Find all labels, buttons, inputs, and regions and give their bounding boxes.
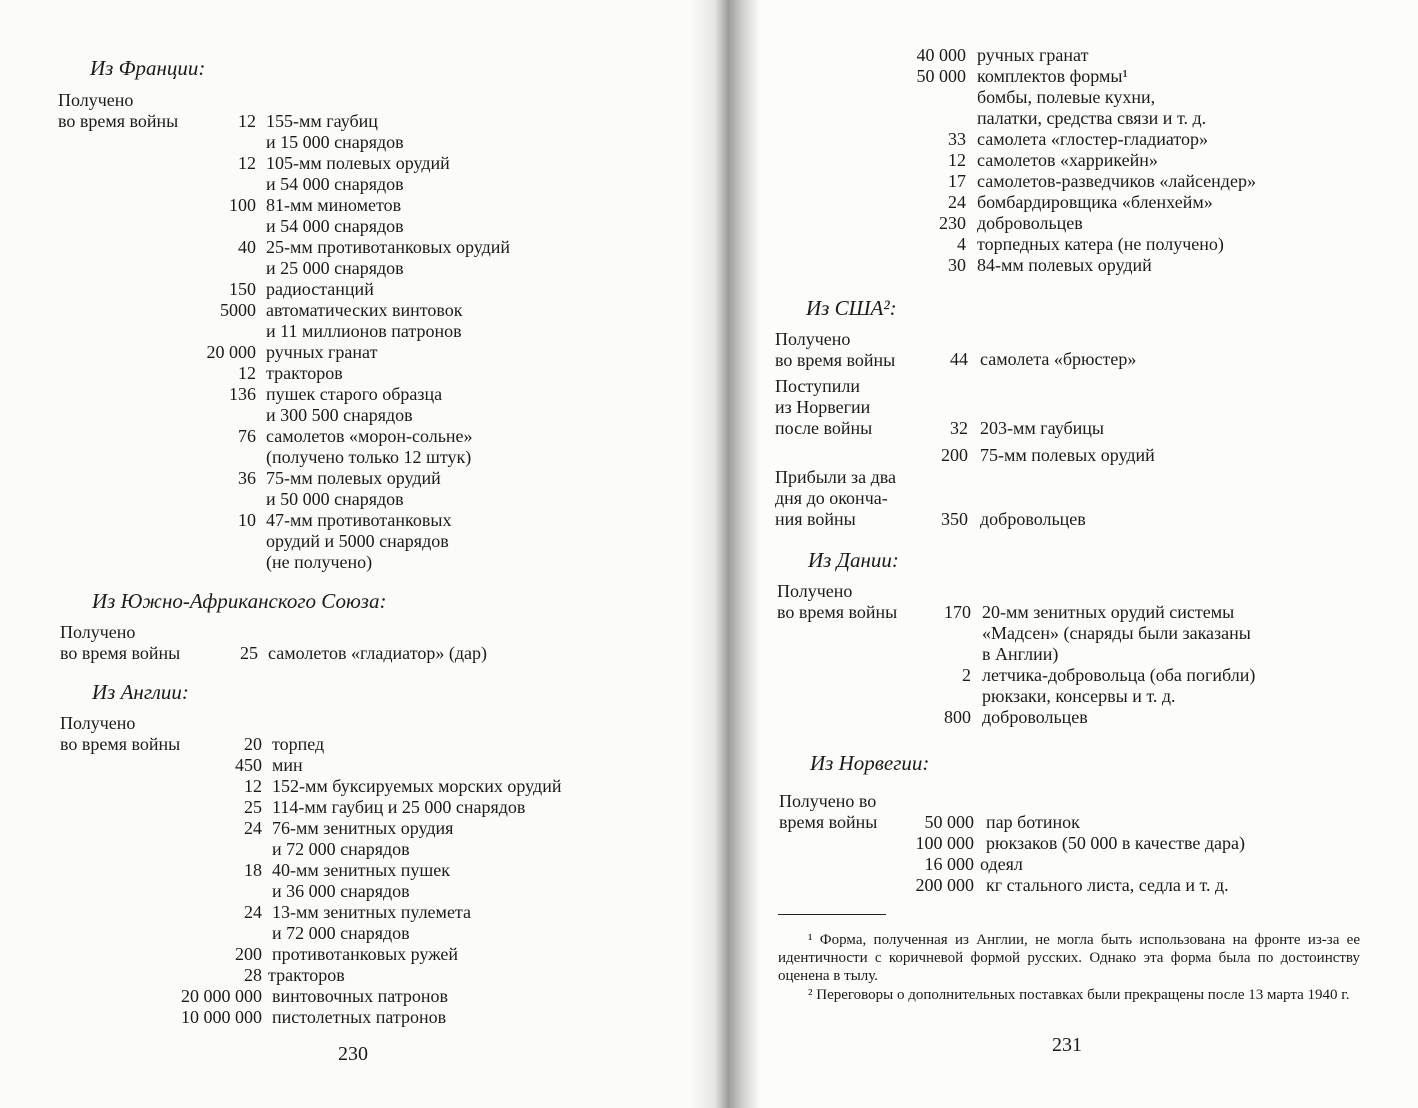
label-received: Получено — [58, 90, 134, 110]
label-received: Получено — [775, 329, 851, 349]
entry-quantity: 25 — [244, 797, 262, 817]
entry-quantity: 50 000 — [924, 812, 974, 832]
entry-quantity: 12 — [244, 776, 262, 796]
entry-description: 25-мм противотанковых орудий — [266, 237, 510, 257]
entry-quantity: 12 — [238, 111, 256, 131]
entry-quantity: 12 — [238, 363, 256, 383]
entry-description: 75-мм полевых орудий — [980, 445, 1155, 465]
entry-quantity: 200 — [941, 445, 968, 465]
label-arrived-two-days: Прибыли за два — [775, 467, 897, 487]
entry-quantity: 800 — [944, 707, 971, 727]
entry-description: самолетов «морон-сольне» — [266, 426, 473, 446]
label-war-time: время войны — [779, 812, 878, 832]
entry-description: 76-мм зенитных орудия — [272, 818, 454, 838]
label-during-war: во время войны — [775, 350, 896, 370]
entry-description: добровольцев — [977, 213, 1083, 233]
entry-quantity: 24 — [244, 818, 262, 838]
entry-description: (не получено) — [266, 552, 373, 572]
entry-quantity: 20 000 — [206, 342, 256, 362]
entry-quantity: 76 — [238, 426, 256, 446]
entry-quantity: 24 — [948, 192, 966, 212]
entry-quantity: 16 000 — [924, 854, 974, 874]
entry-description: 47-мм противотанковых — [266, 510, 452, 530]
entry-quantity: 25 — [240, 643, 258, 663]
label-from-norway: из Норвегии — [775, 397, 871, 417]
entry-description: 114-мм гаубиц и 25 000 снарядов — [272, 797, 526, 817]
entry-description: 13-мм зенитных пулемета — [272, 902, 472, 922]
entry-quantity: 4 — [957, 234, 966, 254]
entry-quantity: 20 000 000 — [181, 986, 262, 1006]
entry-description: и 25 000 снарядов — [266, 258, 404, 278]
label-during-war: во время войны — [777, 602, 898, 622]
entry-description: рюкзаков (50 000 в качестве дара) — [986, 833, 1245, 853]
entry-description: одеял — [980, 854, 1023, 874]
label-of-war: ния войны — [775, 509, 856, 529]
entry-description: в Англии) — [982, 644, 1059, 664]
entry-quantity: 136 — [229, 384, 256, 404]
label-during-war: во время войны — [58, 111, 179, 131]
entry-quantity: 32 — [950, 418, 968, 438]
entry-description: автоматических винтовок — [266, 300, 463, 320]
entry-description: и 15 000 снарядов — [266, 132, 404, 152]
entry-description: рюкзаки, консервы и т. д. — [982, 686, 1176, 706]
entry-description: торпед — [272, 734, 325, 754]
entry-quantity: 40 000 — [916, 45, 966, 65]
entry-description: самолетов-разведчиков «лайсендер» — [977, 171, 1256, 191]
entry-quantity: 230 — [939, 213, 966, 233]
footnote-2: ² Переговоры о дополнительных поставках были прекращены после 13 марта 1940 г. — [808, 987, 1350, 1003]
entry-quantity: 350 — [941, 509, 968, 529]
entry-description: и 50 000 снарядов — [266, 489, 404, 509]
entry-description: и 72 000 снарядов — [272, 923, 410, 943]
entry-description: 40-мм зенитных пушек — [272, 860, 450, 880]
entry-quantity: 36 — [238, 468, 256, 488]
entry-description: кг стального листа, седла и т. д. — [986, 875, 1229, 895]
entry-description: самолета «глостер-гладиатор» — [977, 129, 1209, 149]
label-during-war: во время войны — [60, 734, 181, 754]
heading-france: Из Франции: — [90, 56, 206, 80]
entry-quantity: 150 — [229, 279, 256, 299]
entry-quantity: 44 — [950, 349, 968, 369]
label-during-war: во время войны — [60, 643, 181, 663]
entry-quantity: 450 — [235, 755, 262, 775]
entry-description: радиостанций — [266, 279, 374, 299]
entry-quantity: 100 — [229, 195, 256, 215]
label-received: Получено — [777, 581, 853, 601]
entry-description: пушек старого образца — [266, 384, 443, 404]
label-after-war: после войны — [775, 418, 873, 438]
entry-quantity: 5000 — [220, 300, 256, 320]
entry-description: и 11 миллионов патронов — [266, 321, 462, 341]
entry-description: 84-мм полевых орудий — [977, 255, 1152, 275]
page-number-right: 231 — [1052, 1034, 1082, 1056]
label-received: Получено — [60, 713, 136, 733]
book-gutter — [690, 0, 760, 1108]
entry-description: орудий и 5000 снарядов — [266, 531, 449, 551]
label-received: Получено — [60, 622, 136, 642]
entry-description: 155-мм гаубиц — [266, 111, 378, 131]
entry-description: (получено только 12 штук) — [266, 447, 472, 467]
entry-description: самолетов «харрикейн» — [977, 150, 1158, 170]
entry-quantity: 50 000 — [916, 66, 966, 86]
entry-quantity: 30 — [948, 255, 966, 275]
entry-description: противотанковых ружей — [272, 944, 459, 964]
entry-description: самолетов «гладиатор» (дар) — [268, 643, 487, 663]
entry-quantity: 100 000 — [915, 833, 974, 853]
footnote-rule — [778, 914, 886, 915]
entry-quantity: 12 — [948, 150, 966, 170]
entry-description: бомбардировщика «бленхейм» — [977, 192, 1213, 212]
entry-description: бомбы, полевые кухни, — [977, 87, 1156, 107]
entry-quantity: 200 000 — [915, 875, 974, 895]
entry-description: 20-мм зенитных орудий системы — [982, 602, 1235, 622]
entry-description: 81-мм минометов — [266, 195, 402, 215]
entry-quantity: 2 — [962, 665, 971, 685]
entry-description: и 54 000 снарядов — [266, 174, 404, 194]
entry-description: и 54 000 снарядов — [266, 216, 404, 236]
entry-quantity: 170 — [944, 602, 971, 622]
label-before-end: дня до оконча- — [775, 488, 888, 508]
entry-description: торпедных катера (не получено) — [977, 234, 1224, 254]
heading-south-africa: Из Южно-Африканского Союза: — [92, 589, 387, 613]
entry-quantity: 24 — [244, 902, 262, 922]
entry-quantity: 40 — [238, 237, 256, 257]
entry-description: ручных гранат — [977, 45, 1089, 65]
entry-quantity: 12 — [238, 153, 256, 173]
heading-england: Из Англии: — [92, 680, 189, 704]
entry-description: «Мадсен» (снаряды были заказаны — [982, 623, 1251, 643]
page-number-left: 230 — [338, 1043, 368, 1065]
entry-quantity: 28 — [244, 965, 262, 985]
entry-quantity: 10 000 000 — [181, 1007, 262, 1027]
entry-description: пар ботинок — [986, 812, 1080, 832]
entry-description: 75-мм полевых орудий — [266, 468, 441, 488]
heading-usa: Из США²: — [806, 296, 897, 320]
entry-description: пистолетных патронов — [272, 1007, 447, 1027]
footnote-1: ¹ Форма, полученная из Англии, не могла быть использована на фронте из-за ее идентичности с коричневой формой русских. Однако эта форма была по достоинству оценена в тылу. — [778, 932, 1360, 984]
entry-quantity: 18 — [244, 860, 262, 880]
entry-description: винтовочных патронов — [272, 986, 448, 1006]
entry-quantity: 20 — [244, 734, 262, 754]
entry-description: 152-мм буксируемых морских орудий — [272, 776, 562, 796]
entry-quantity: 17 — [948, 171, 966, 191]
entry-description: летчика-добровольца (оба погибли) — [982, 665, 1256, 685]
entry-description: самолета «брюстер» — [980, 349, 1137, 369]
entry-description: 203-мм гаубицы — [980, 418, 1105, 438]
entry-description: тракторов — [268, 965, 345, 985]
entry-description: добровольцев — [982, 707, 1088, 727]
entry-quantity: 10 — [238, 510, 256, 530]
entry-quantity: 200 — [235, 944, 262, 964]
entry-description: добровольцев — [980, 509, 1086, 529]
heading-norway: Из Норвегии: — [810, 751, 930, 775]
entry-description: палатки, средства связи и т. д. — [977, 108, 1207, 128]
entry-description: тракторов — [266, 363, 343, 383]
entry-description: и 300 500 снарядов — [266, 405, 413, 425]
label-arrived: Поступили — [775, 376, 860, 396]
entry-description: комплектов формы¹ — [977, 66, 1128, 86]
label-received-during: Получено во — [779, 791, 877, 811]
entry-description: мин — [272, 755, 303, 775]
entry-description: и 72 000 снарядов — [272, 839, 410, 859]
heading-denmark: Из Дании: — [808, 548, 899, 572]
entry-quantity: 33 — [948, 129, 966, 149]
entry-description: 105-мм полевых орудий — [266, 153, 450, 173]
entry-description: ручных гранат — [266, 342, 378, 362]
entry-description: и 36 000 снарядов — [272, 881, 410, 901]
